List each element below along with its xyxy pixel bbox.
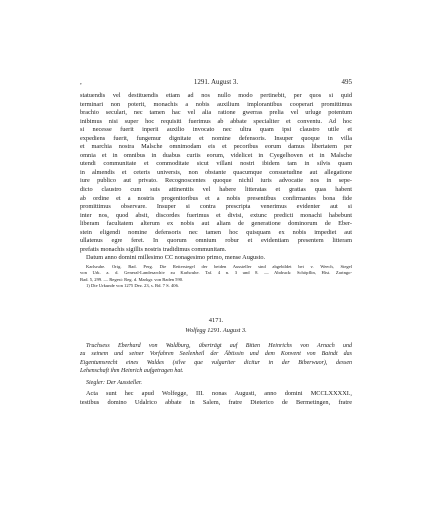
text-line: statuendis vel destituendis etiam ad nos nullo modo pertinebit, per quos si quid xyxy=(80,92,352,99)
text-line: ab ordine et a nostris progenitoribus et a nobis presentibus confirmantes bona fide xyxy=(80,194,352,202)
text-line: inter nos, quod absit, discordes fuerimus et divisi, extunc predicti monachi habebunt xyxy=(80,211,352,219)
text-line: si necesse fuerit inperii auxilio invocato nec ultra quam ipsi claustro utile et xyxy=(80,126,352,134)
text-line: in almendis et ceteris universis, non obstante quacumque consuetudine aut allegatione xyxy=(80,168,352,176)
summary-line: zu seinem und seiner Vorfahren Seelenheil der Äbtissin und dem Konvent von Baindt das xyxy=(80,351,352,358)
text-line: utendi communitate et commoditate sicut villani nostri ibidem tam in silvis quam xyxy=(80,160,352,168)
text-line: brachio seculari, nec tamen hac vel alia ratione gwerras prelia vel urluge potentum xyxy=(80,109,352,117)
document-number: 4171. xyxy=(208,316,224,324)
header-mark: , xyxy=(80,78,82,86)
summary-line: Eigentumsrecht eines Waldes (silve que vulgariter dicitur in der Biberwuor), dessen xyxy=(80,359,352,366)
text-line: Acta sunt hec apud Wolfegge, III. nonas Augusti, anno domini MCCLXXXXI., xyxy=(86,389,352,397)
text-line: promittimus observare. Insuper si contra prescripta venerimus evidenter aut si xyxy=(80,203,352,211)
running-title: 1291. August 3. xyxy=(193,78,239,86)
text-line: expediens fuerit, fungemur dignitate et nomine defensoris. Insuper quoque in villa xyxy=(80,134,352,142)
summary-line: Truchsess Eberhard von Waldburg, überträgt auf Bitten Heinrichs von Arnach und xyxy=(86,342,352,349)
document-text xyxy=(80,390,352,407)
note-line: Karlsruhe. Orig. Bad. Perg. Die Reitersiegel der beiden Aussteller sind abgebildet bei v. Weech, Siegel xyxy=(86,263,352,269)
text-line: prefatis monachis sigillis nostris tradidimus communitam. xyxy=(80,245,227,253)
text-line: stein eligendi nomine defensoris nec tamen hoc quisquam ex nobis impediet aut xyxy=(80,228,352,236)
document-page xyxy=(80,77,352,407)
main-text xyxy=(80,92,352,263)
text-line: omnia et in omnibus in duabus curiis eorum, videlicet in Cyegelhoven et in Malsche xyxy=(80,151,352,159)
running-header xyxy=(80,77,352,88)
page-number: 495 xyxy=(341,78,352,86)
footnote: 1) Die Urkunde von 1275 Dez. 23, s. Bd. 7 S. 406. xyxy=(86,283,180,289)
text-line: iure publico aut privato. Recognoscentes quoque nichil iuris advocatie nos in sepe- xyxy=(80,177,352,185)
note-line: Bad. 5, 299. — Regest: Reg. d. Markgr. von Baden 590. xyxy=(80,276,184,282)
text-line: testibus domino Udalrico abbate in Salem, fratre Dieterico de Bermetingen, fratre xyxy=(80,398,352,406)
siegler-line: Siegler: Der Aussteller. xyxy=(86,379,143,386)
document-heading: Wolfegg 1291. August 3. xyxy=(185,326,247,334)
note-line: von Urk. a. d. General-Landesarchiv zu Karlsruhe. Taf. 4 n. 3 und 8. — Abdruck: Schöpflin, Hist. Zaringo- xyxy=(80,270,352,276)
text-line: et marchia nostra Malsche omnimodam eis et pecoribus eorum damus libertatem per xyxy=(80,143,352,151)
text-line: inibimus nisi super hoc requisiti fuerimus ab abbate specialiter et conventu. Ad hoc xyxy=(80,117,352,125)
text-line: terminari non poterit, monachis a nobis auxilium implorantibus cooperari promittimus xyxy=(80,100,352,108)
source-notes xyxy=(80,264,352,290)
datum-line: Datum anno domini millesimo CC nonagesimo primo, mense Augusto. xyxy=(86,254,266,262)
text-line: ullatenus egre feret. In quorum omnium robur et evidentiam presentem litteram xyxy=(80,237,352,245)
summary-line: Lehenschaft ihm Heinrich aufgetragen hat. xyxy=(80,368,184,375)
document-summary xyxy=(80,342,352,376)
text-line: liberam facultatem alterum ex nobis aut aliam de generatione dominorum de Eber- xyxy=(80,220,352,228)
text-line: dicto claustro cum suis attinentiis vel habere litteratas et gratias quas habent xyxy=(80,186,352,194)
